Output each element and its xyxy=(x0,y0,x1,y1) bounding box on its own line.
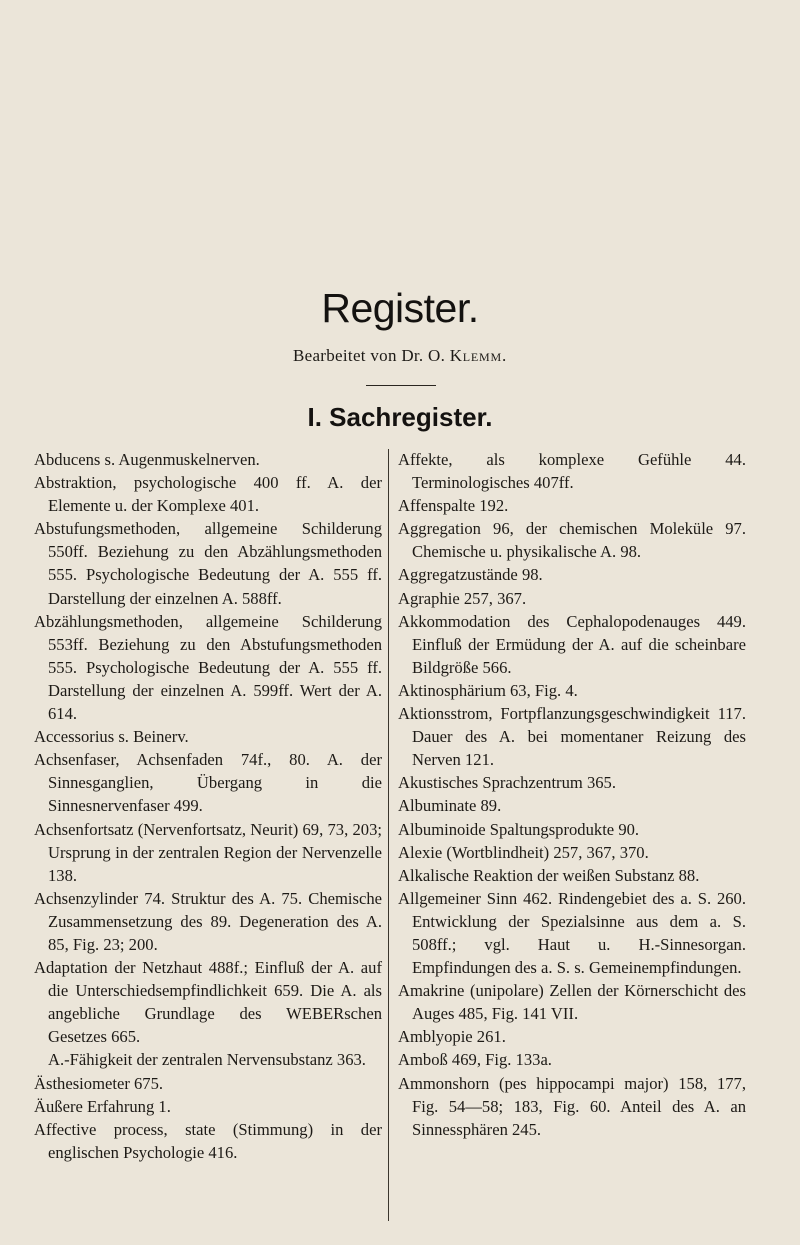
index-entry: Abstufungsmethoden, allgemeine Schilderung 550ff. Beziehung zu den Abzählungsmethoden 555. Psychologische Bedeutung der A. 555 ff. Darstellung der einzelnen A. 588ff. xyxy=(34,519,382,608)
index-entry: Aggregatzustände 98. xyxy=(398,565,543,585)
index-entry: Amboß 469, Fig. 133a. xyxy=(398,1050,552,1070)
editor-name: Klemm. xyxy=(449,346,508,365)
index-entry: Affekte, als komplexe Gefühle 44. Terminologisches 407ff. xyxy=(398,450,746,493)
index-entry: Achsenfaser, Achsenfaden 74f., 80. A. der Sinnesganglien, Übergang in die Sinnesnervenfaser 499. xyxy=(34,750,382,816)
editor-credit xyxy=(0,346,800,366)
index-entry: Amakrine (unipolare) Zellen der Körnerschicht des Auges 485, Fig. 141 VII. xyxy=(398,981,746,1024)
index-entry: Achsenzylinder 74. Struktur des A. 75. Chemische Zusammensetzung des 89. Degeneration des A. 85, Fig. 23; 200. xyxy=(34,888,382,954)
index-entry: Äußere Erfahrung 1. xyxy=(34,1096,171,1116)
index-entry: Abducens s. Augenmuskelnerven. xyxy=(34,450,260,469)
page-title: Register. xyxy=(321,285,479,331)
index-entry: Akustisches Sprachzentrum 365. xyxy=(398,773,616,793)
index-entry: Aktionsstrom, Fortpflanzungsgeschwindigkeit 117. Dauer des A. bei momentaner Reizung des Nerven 121. xyxy=(398,704,746,770)
index-entry: Allgemeiner Sinn 462. Rindengebiet des a. S. 260. Entwicklung der Spezialsinne aus dem a. S. 508ff.; vgl. Haut u. H.-Sinnesorgan. Empfindungen des a. S. s. Gemeinempfindungen. xyxy=(398,888,746,978)
title-rule xyxy=(366,385,436,386)
index-entry: Affective process, state (Stimmung) in der englischen Psychologie 416. xyxy=(34,1119,382,1162)
index-entry: Abzählungsmethoden, allgemeine Schilderung 553ff. Beziehung zu den Abstufungsmethoden 555. Psychologische Bedeutung der A. 555 ff. Darstellung der einzelnen A. 599ff. Wert der A. 614. xyxy=(34,611,382,724)
index-entry: Adaptation der Netzhaut 488f.; Einfluß der A. auf die Unterschiedsempfindlichkeit 659. Die A. als angebliche Grundlage des WEBERschen Gesetzes 665. xyxy=(34,958,382,1047)
index-entry: Aggregation 96, der chemischen Moleküle 97. Chemische u. physikalische A. 98. xyxy=(398,519,746,562)
right-column xyxy=(398,448,746,1141)
index-entry: Alkalische Reaktion der weißen Substanz 88. xyxy=(398,865,700,885)
index-entry: Abstraktion, psychologische 400 ff. A. der Elemente u. der Komplexe 401. xyxy=(34,473,382,516)
index-entry: Aktinosphärium 63, Fig. 4. xyxy=(398,680,578,700)
index-entry: Agraphie 257, 367. xyxy=(398,588,527,608)
index-entry: Alexie (Wortblindheit) 257, 367, 370. xyxy=(398,842,649,862)
left-column xyxy=(34,448,382,1164)
index-entry: Amblyopie 261. xyxy=(398,1027,506,1047)
index-entry: Achsenfortsatz (Nervenfortsatz, Neurit) 69, 73, 203; Ursprung in der zentralen Region der Nervenzelle 138. xyxy=(34,819,382,885)
index-entry: Affenspalte 192. xyxy=(398,496,509,516)
section-title: I. Sachregister. xyxy=(307,402,493,432)
index-entry: Akkommodation des Cephalopodenauges 449. Einfluß der Ermüdung der A. auf die scheinbare Bildgröße 566. xyxy=(398,611,746,677)
index-entry: Ammonshorn (pes hippocampi major) 158, 177, Fig. 54—58; 183, Fig. 60. Anteil des A. an Sinnessphären 245. xyxy=(398,1073,746,1139)
index-entry: Albuminate 89. xyxy=(398,796,502,816)
index-entry: Albuminoide Spaltungsprodukte 90. xyxy=(398,819,640,839)
index-entry: Ästhesiometer 675. xyxy=(34,1073,164,1093)
editor-prefix: Bearbeitet von Dr. O. xyxy=(292,346,450,365)
column-divider xyxy=(388,449,389,1221)
index-entry: Accessorius s. Beinerv. xyxy=(34,727,189,747)
index-subentry: A.-Fähigkeit der zentralen Nervensubstanz 363. xyxy=(48,1050,366,1070)
